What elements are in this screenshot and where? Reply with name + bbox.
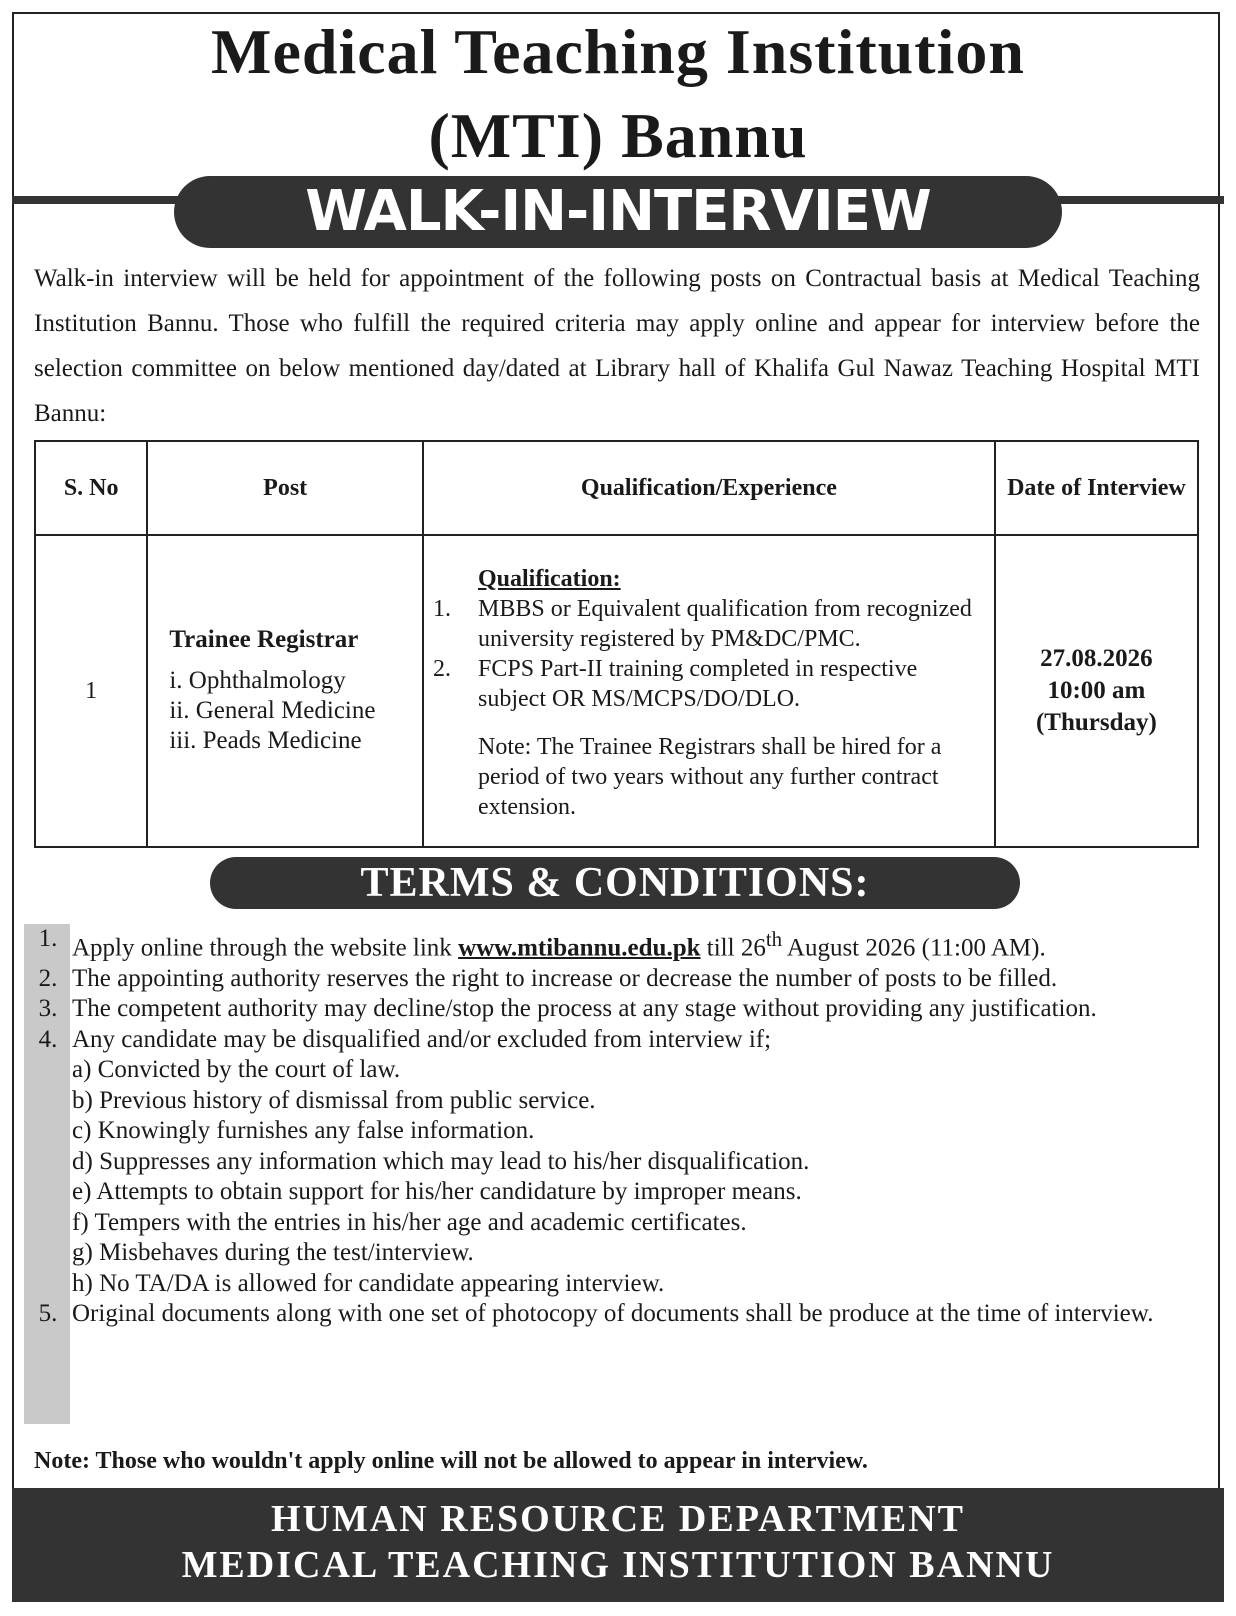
post-title: Trainee Registrar bbox=[169, 626, 359, 653]
term-item bbox=[24, 1025, 1200, 1056]
qualification-heading: Qualification: bbox=[478, 566, 621, 592]
term-subitem: a) Convicted by the court of law. bbox=[72, 1056, 401, 1084]
header-date: Date of Interview bbox=[995, 441, 1198, 535]
table-row bbox=[35, 535, 1198, 847]
term-text: The appointing authority reserves the right to increase or decrease the number of posts to be filled. bbox=[72, 964, 1058, 992]
term-text: Any candidate may be disqualified and/or excluded from interview if; bbox=[72, 1025, 772, 1053]
term-subitem: d) Suppresses any information which may lead to his/her disqualification. bbox=[72, 1147, 810, 1175]
term-subitem: f) Tempers with the entries in his/her age and academic certificates. bbox=[72, 1208, 747, 1236]
table-header-row bbox=[35, 441, 1198, 535]
header-qualification: Qualification/Experience bbox=[423, 441, 995, 535]
row-sno: 1 bbox=[35, 535, 147, 847]
qualification-item-number: 2. bbox=[433, 656, 451, 682]
institution-title-line2: (MTI) Bannu bbox=[428, 100, 808, 171]
term-subitem: g) Misbehaves during the test/interview. bbox=[72, 1239, 474, 1267]
term-text: Original documents along with one set of photocopy of documents shall be produce at the time of interview. bbox=[72, 1300, 1154, 1328]
term-text-part: August 2026 (11:00 AM). bbox=[782, 934, 1046, 962]
interview-date: 27.08.2026 bbox=[1040, 645, 1153, 672]
post-specialty: iii. Peads Medicine bbox=[169, 727, 362, 754]
term-text bbox=[72, 924, 1200, 964]
header-sno: S. No bbox=[35, 441, 147, 535]
qualification-note: Note: The Trainee Registrars shall be hired for a period of two years without any further contract extension. bbox=[478, 734, 942, 820]
website-link[interactable]: www.mtibannu.edu.pk bbox=[458, 934, 701, 962]
term-text: The competent authority may decline/stop the process at any stage without providing any justification. bbox=[72, 995, 1097, 1023]
intro-paragraph: Walk-in interview will be held for appointment of the following posts on Contractual basis at Medical Teaching Institution Bannu. Those who fulfill the required criteria may apply online and appear for interview before the selection committee on below mentioned day/dated at Library hall of Khalifa Gul Nawaz Teaching Hospital MTI Bannu: bbox=[34, 265, 1200, 427]
term-subitem: h) No TA/DA is allowed for candidate appearing interview. bbox=[72, 1269, 665, 1297]
term-number: 2. bbox=[38, 964, 58, 992]
term-text-part: till 26 bbox=[700, 934, 766, 962]
footer-department: HUMAN RESOURCE DEPARTMENT bbox=[271, 1498, 965, 1540]
term-number: 1. bbox=[38, 925, 58, 952]
term-number: 5. bbox=[38, 1300, 58, 1328]
term-number: 3. bbox=[38, 995, 58, 1023]
term-item bbox=[24, 994, 1200, 1025]
institution-title-line1: Medical Teaching Institution bbox=[211, 16, 1025, 87]
terms-banner: TERMS & CONDITIONS: bbox=[210, 857, 1020, 909]
qualification-item-text: MBBS or Equivalent qualification from recognized university registered by PM&DC/PMC. bbox=[478, 596, 972, 652]
term-number: 4. bbox=[38, 1025, 58, 1053]
posts-table bbox=[34, 440, 1199, 848]
row-post bbox=[147, 535, 423, 847]
qualification-item bbox=[433, 594, 983, 654]
online-apply-note: Note: Those who wouldn't apply online will not be allowed to appear in interview. bbox=[34, 1448, 868, 1474]
footer-institution: MEDICAL TEACHING INSTITUTION BANNU bbox=[181, 1544, 1055, 1586]
post-specialty: ii. General Medicine bbox=[169, 697, 376, 724]
term-item bbox=[24, 964, 1200, 995]
qualification-item bbox=[433, 654, 983, 714]
interview-time: 10:00 am bbox=[1047, 677, 1146, 704]
term-item bbox=[24, 924, 1200, 964]
interview-day: (Thursday) bbox=[1035, 709, 1157, 736]
terms-list bbox=[24, 924, 1200, 1330]
row-date bbox=[995, 535, 1198, 847]
term-text-part: Apply online through the website link bbox=[72, 934, 459, 962]
post-specialty: i. Ophthalmology bbox=[169, 667, 346, 694]
footer-band bbox=[12, 1488, 1224, 1602]
header-post: Post bbox=[147, 441, 423, 535]
term-item bbox=[24, 1299, 1200, 1330]
term-subitem: c) Knowingly furnishes any false information. bbox=[72, 1117, 535, 1145]
walk-in-interview-banner: WALK-IN-INTERVIEW bbox=[174, 176, 1062, 248]
ordinal-suffix: th bbox=[765, 927, 783, 951]
qualification-item-number: 1. bbox=[433, 596, 451, 622]
row-qualification bbox=[423, 535, 995, 847]
qualification-item-text: FCPS Part-II training completed in respective subject OR MS/MCPS/DO/DLO. bbox=[478, 656, 918, 712]
term-subitem: e) Attempts to obtain support for his/her candidature by improper means. bbox=[72, 1178, 802, 1206]
term-subitem: b) Previous history of dismissal from public service. bbox=[72, 1086, 596, 1114]
